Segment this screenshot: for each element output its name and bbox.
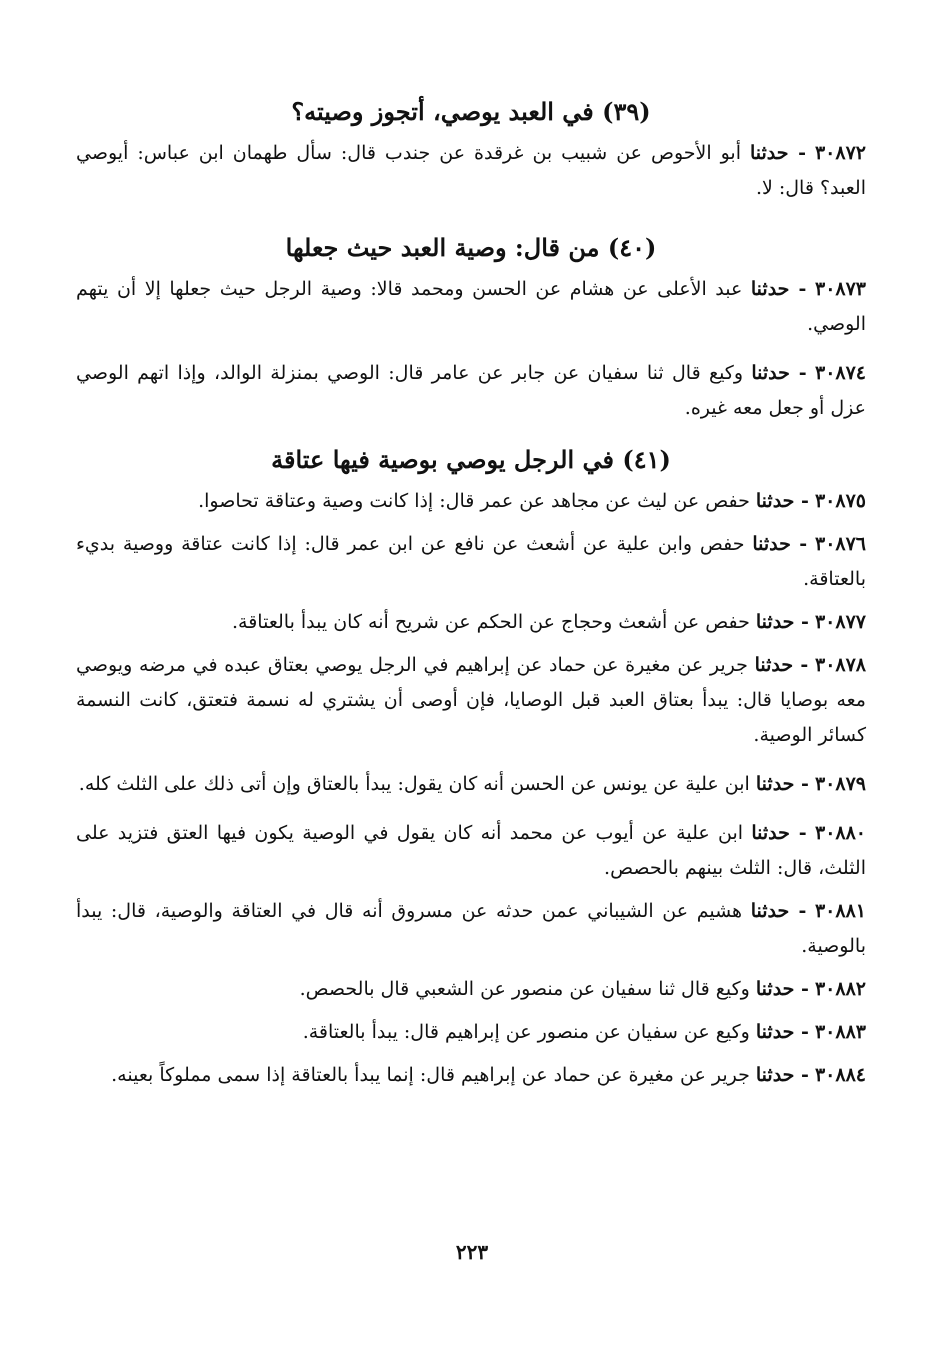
- hadith-entry: [76, 1058, 866, 1093]
- entry-text: حفص عن أشعث وحجاج عن الحكم عن شريح أنه كان يبدأ بالعتاقة.: [232, 611, 750, 633]
- entry-text: حفص وابن علية عن أشعث عن نافع عن ابن عمر قال: إذا كانت عتاقة ووصية بديء بالعتاقة.: [76, 533, 866, 590]
- entry-number: ٣٠٨٧٩: [814, 773, 866, 795]
- hadith-entry: [76, 648, 866, 753]
- entry-text: ابن علية عن أيوب عن محمد أنه كان يقول في الوصية يكون فيها العتق فتزيد على الثلث، قال: الثلث بينهم بالحصص.: [76, 822, 866, 879]
- entry-number: ٣٠٨٧٣: [814, 278, 867, 300]
- hadith-entry: [76, 484, 866, 519]
- hadith-entry: [76, 356, 866, 426]
- entry-lead: - حدثنا: [750, 900, 807, 922]
- hadith-entry: [76, 894, 866, 964]
- hadith-entry: [76, 136, 866, 206]
- page-content: [76, 92, 866, 1093]
- entry-lead: - حدثنا: [751, 822, 807, 844]
- entry-number: ٣٠٨٨١: [814, 900, 866, 922]
- entry-lead: - حدثنا: [750, 142, 806, 164]
- entry-text: جرير عن مغيرة عن حماد عن إبراهيم في الرجل يوصي بعتاق عبده في مرضه ويوصي معه بوصايا قال: يبدأ بعتاق العبد قبل الوصايا، فإن أوصى أن يشتري له نسمة فتعتق، كانت النسمة كسائر الوصية.: [76, 654, 866, 746]
- entry-text: أبو الأحوص عن شبيب بن غرقدة عن جندب قال: سأل طهمان ابن عباس: أيوصي العبد؟ قال: لا.: [76, 142, 866, 199]
- entry-text: وكيع قال ثنا سفيان عن منصور عن الشعبي قال بالحصص.: [299, 978, 750, 1000]
- hadith-entry: [76, 527, 866, 597]
- entry-text: هشيم عن الشيباني عمن حدثه عن مسروق أنه قال في العتاقة والوصية، قال: يبدأ بالوصية.: [76, 900, 866, 957]
- hadith-entry: [76, 1015, 866, 1050]
- section-heading-40: (٤٠) من قال: وصية العبد حيث جعلها: [285, 233, 657, 262]
- entry-lead: - حدثنا: [754, 654, 809, 676]
- entry-lead: - حدثنا: [755, 1021, 809, 1043]
- entry-number: ٣٠٨٨٠: [814, 822, 867, 844]
- entry-lead: - حدثنا: [755, 611, 809, 633]
- hadith-entry: [76, 605, 866, 640]
- entry-lead: - حدثنا: [750, 278, 807, 300]
- entry-number: ٣٠٨٧٥: [814, 490, 866, 512]
- entry-lead: - حدثنا: [752, 533, 808, 555]
- hadith-entry: [76, 272, 866, 342]
- entry-number: ٣٠٨٧٦: [814, 533, 867, 555]
- entry-number: ٣٠٨٧٤: [814, 362, 867, 384]
- page-number: ٢٢٣: [455, 1240, 489, 1264]
- section-heading-41: (٤١) في الرجل يوصي بوصية فيها عتاقة: [271, 445, 671, 474]
- entry-number: ٣٠٨٨٤: [814, 1064, 866, 1086]
- entry-lead: - حدثنا: [755, 773, 809, 795]
- entry-number: ٣٠٨٧٨: [814, 654, 867, 676]
- hadith-entry: [76, 816, 866, 886]
- entry-text: وكيع قال ثنا سفيان عن جابر عن عامر قال: الوصي بمنزلة الوالد، وإذا اتهم الوصي عزل أو جعل معه غيره.: [76, 362, 866, 419]
- entry-number: ٣٠٨٨٢: [814, 978, 866, 1000]
- entry-lead: - حدثنا: [755, 978, 809, 1000]
- entry-lead: - حدثنا: [755, 490, 809, 512]
- entry-number: ٣٠٨٧٢: [814, 142, 866, 164]
- entry-number: ٣٠٨٨٣: [814, 1021, 866, 1043]
- hadith-entry: [76, 972, 866, 1007]
- hadith-entry: [76, 767, 866, 802]
- entry-text: حفص عن ليث عن مجاهد عن عمر قال: إذا كانت وصية وعتاقة تحاصوا.: [198, 490, 750, 512]
- entry-lead: - حدثنا: [755, 1064, 809, 1086]
- entry-text: عبد الأعلى عن هشام عن الحسن ومحمد قالا: وصية الرجل حيث جعلها إلا أن يتهم الوصي.: [76, 278, 866, 335]
- entry-number: ٣٠٨٧٧: [814, 611, 866, 633]
- entry-text: ابن علية عن يونس عن الحسن أنه كان يقول: يبدأ بالعتاق وإن أتى ذلك على الثلث كله.: [78, 773, 750, 795]
- entry-text: جرير عن مغيرة عن حماد عن إبراهيم قال: إنما يبدأ بالعتاقة إذا سمى مملوكاً بعينه.: [111, 1064, 750, 1086]
- section-heading-39: (٣٩) في العبد يوصي، أتجوز وصيته؟: [291, 97, 651, 126]
- entry-lead: - حدثنا: [751, 362, 807, 384]
- entry-text: وكيع عن سفيان عن منصور عن إبراهيم قال: يبدأ بالعتاقة.: [302, 1021, 750, 1043]
